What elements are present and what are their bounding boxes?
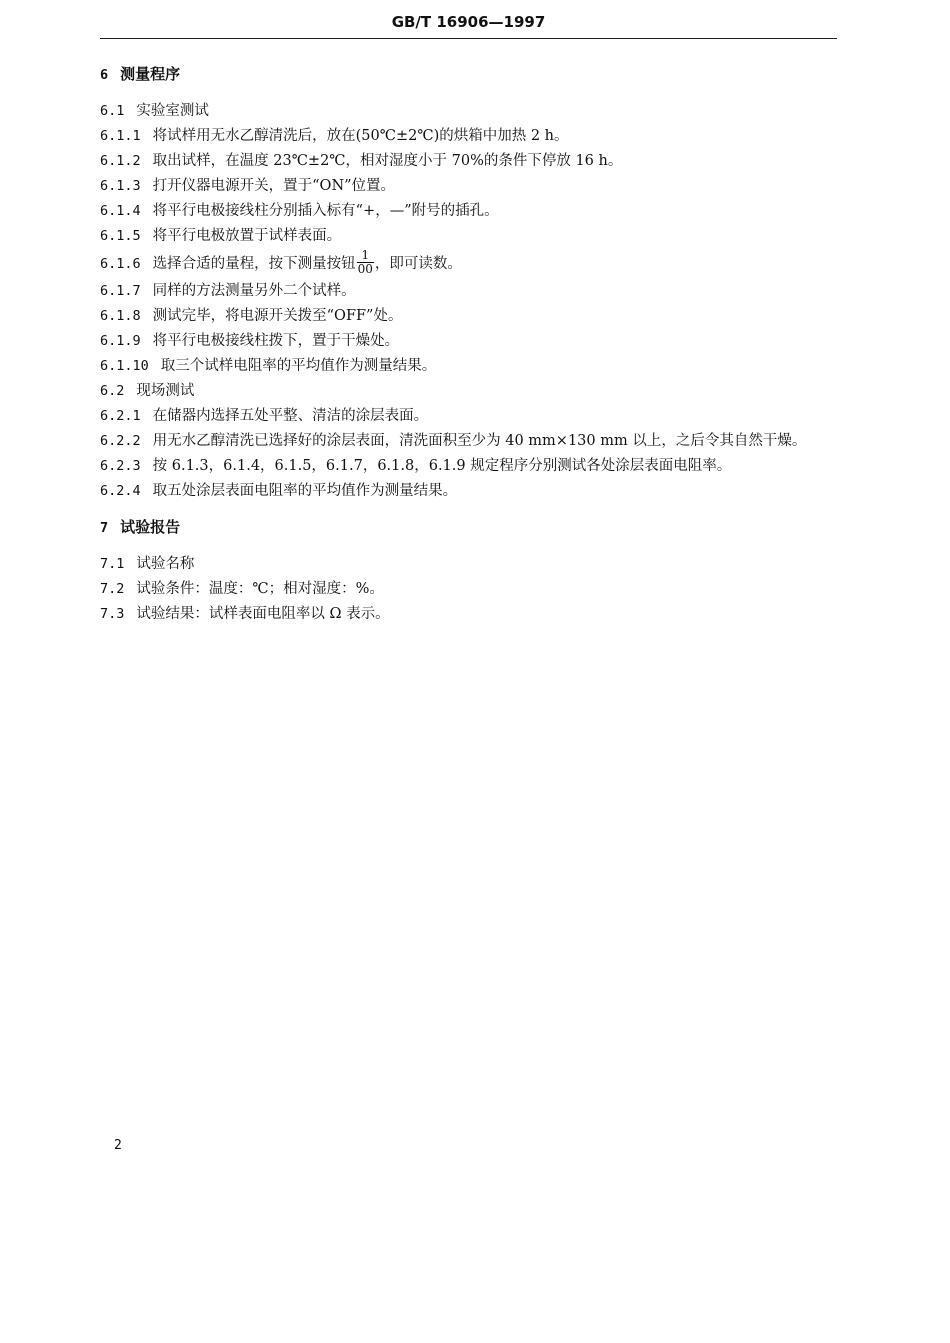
clause-6-1-9 (100, 329, 837, 354)
fraction (357, 249, 374, 276)
clause-text: 测试完毕，将电源开关拨至“OFF”处。 (152, 308, 403, 324)
fraction-numerator: 1 (361, 247, 370, 262)
clause-7-1 (100, 552, 837, 577)
clause-6-1-5 (100, 224, 837, 249)
clause-6-2-3 (100, 454, 837, 479)
clause-text-end: ，即可读数。 (374, 256, 462, 272)
clause-text: 试验结果：试样表面电阻率以 Ω 表示。 (136, 606, 390, 622)
clause-number: 6.1.8 (100, 308, 141, 324)
clause-number: 6.1.10 (100, 358, 149, 374)
clause-number: 7.3 (100, 606, 125, 622)
clause-number: 6.2.4 (100, 483, 141, 499)
clause-number: 6.1.7 (100, 283, 141, 299)
clause-text: 将平行电极放置于试样表面。 (152, 228, 342, 244)
clause-6-2-4 (100, 479, 837, 504)
clause-text: 将试样用无水乙醇清洗后，放在(50℃±2℃)的烘箱中加热 2 h。 (152, 128, 569, 144)
clause-text: 取五处涂层表面电阻率的平均值作为测量结果。 (152, 483, 458, 499)
clause-6-1-1 (100, 124, 837, 149)
clause-number: 6.1.9 (100, 333, 141, 349)
document-body (100, 62, 837, 627)
page-number: 2 (114, 1138, 122, 1153)
clause-6-1-4 (100, 199, 837, 224)
section-number: 7 (100, 520, 109, 536)
clause-number: 7.1 (100, 556, 125, 572)
clause-text: 取出试样，在温度 23℃±2℃，相对湿度小于 70%的条件下停放 16 h。 (152, 153, 623, 169)
clause-title: 现场测试 (136, 383, 195, 399)
section-number: 6 (100, 67, 109, 83)
clause-text: 试验名称 (136, 556, 195, 572)
clause-number: 6.1.1 (100, 128, 141, 144)
clause-6-1-10 (100, 354, 837, 379)
clause-6-2-2 (100, 429, 837, 454)
clause-number: 6.1.4 (100, 203, 141, 219)
clause-text: 选择合适的量程，按下测量按钮 (152, 256, 356, 272)
section-title: 试验报告 (120, 518, 181, 536)
subsection-6-1 (100, 99, 837, 124)
clause-7-3 (100, 602, 837, 627)
page-header (100, 8, 837, 39)
clause-6-1-2 (100, 149, 837, 174)
clause-text: 在储器内选择五处平整、清洁的涂层表面。 (152, 408, 429, 424)
clause-text: 按 6.1.3，6.1.4，6.1.5，6.1.7，6.1.8，6.1.9 规定程序分别测试各处涂层表面电阻率。 (152, 458, 732, 474)
clause-number: 6.1 (100, 103, 125, 119)
clause-number: 7.2 (100, 581, 125, 597)
clause-text: 打开仪器电源开关，置于“ON”位置。 (152, 178, 396, 194)
clause-text: 试验条件：温度：℃；相对湿度：%。 (136, 581, 384, 597)
clause-6-1-8 (100, 304, 837, 329)
standard-code: GB/T 16906—1997 (391, 13, 546, 31)
clause-number: 6.2.2 (100, 433, 141, 449)
clause-7-2 (100, 577, 837, 602)
clause-title: 实验室测试 (136, 103, 209, 119)
section-7-heading (100, 515, 837, 541)
clause-text: 同样的方法测量另外二个试样。 (152, 283, 356, 299)
clause-number: 6.2 (100, 383, 125, 399)
clause-number: 6.1.2 (100, 153, 141, 169)
clause-number: 6.1.3 (100, 178, 141, 194)
clause-number: 6.1.5 (100, 228, 141, 244)
fraction-denominator: 00 (357, 261, 373, 276)
clause-6-1-7 (100, 279, 837, 304)
clause-6-1-6 (100, 249, 837, 279)
clause-number: 6.1.6 (100, 256, 141, 272)
clause-number: 6.2.1 (100, 408, 141, 424)
clause-6-2-1 (100, 404, 837, 429)
clause-text: 将平行电极接线柱分别插入标有“+，—”附号的插孔。 (152, 203, 499, 219)
clause-text: 将平行电极接线柱拨下，置于干燥处。 (152, 333, 400, 349)
clause-number: 6.2.3 (100, 458, 141, 474)
clause-text: 用无水乙醇清洗已选择好的涂层表面，清洗面积至少为 40 mm×130 mm 以上，之后令其自然干燥。 (152, 433, 807, 449)
section-6-heading (100, 62, 837, 88)
subsection-6-2 (100, 379, 837, 404)
section-title: 测量程序 (120, 65, 181, 83)
clause-text: 取三个试样电阻率的平均值作为测量结果。 (160, 358, 437, 374)
clause-6-1-3 (100, 174, 837, 199)
